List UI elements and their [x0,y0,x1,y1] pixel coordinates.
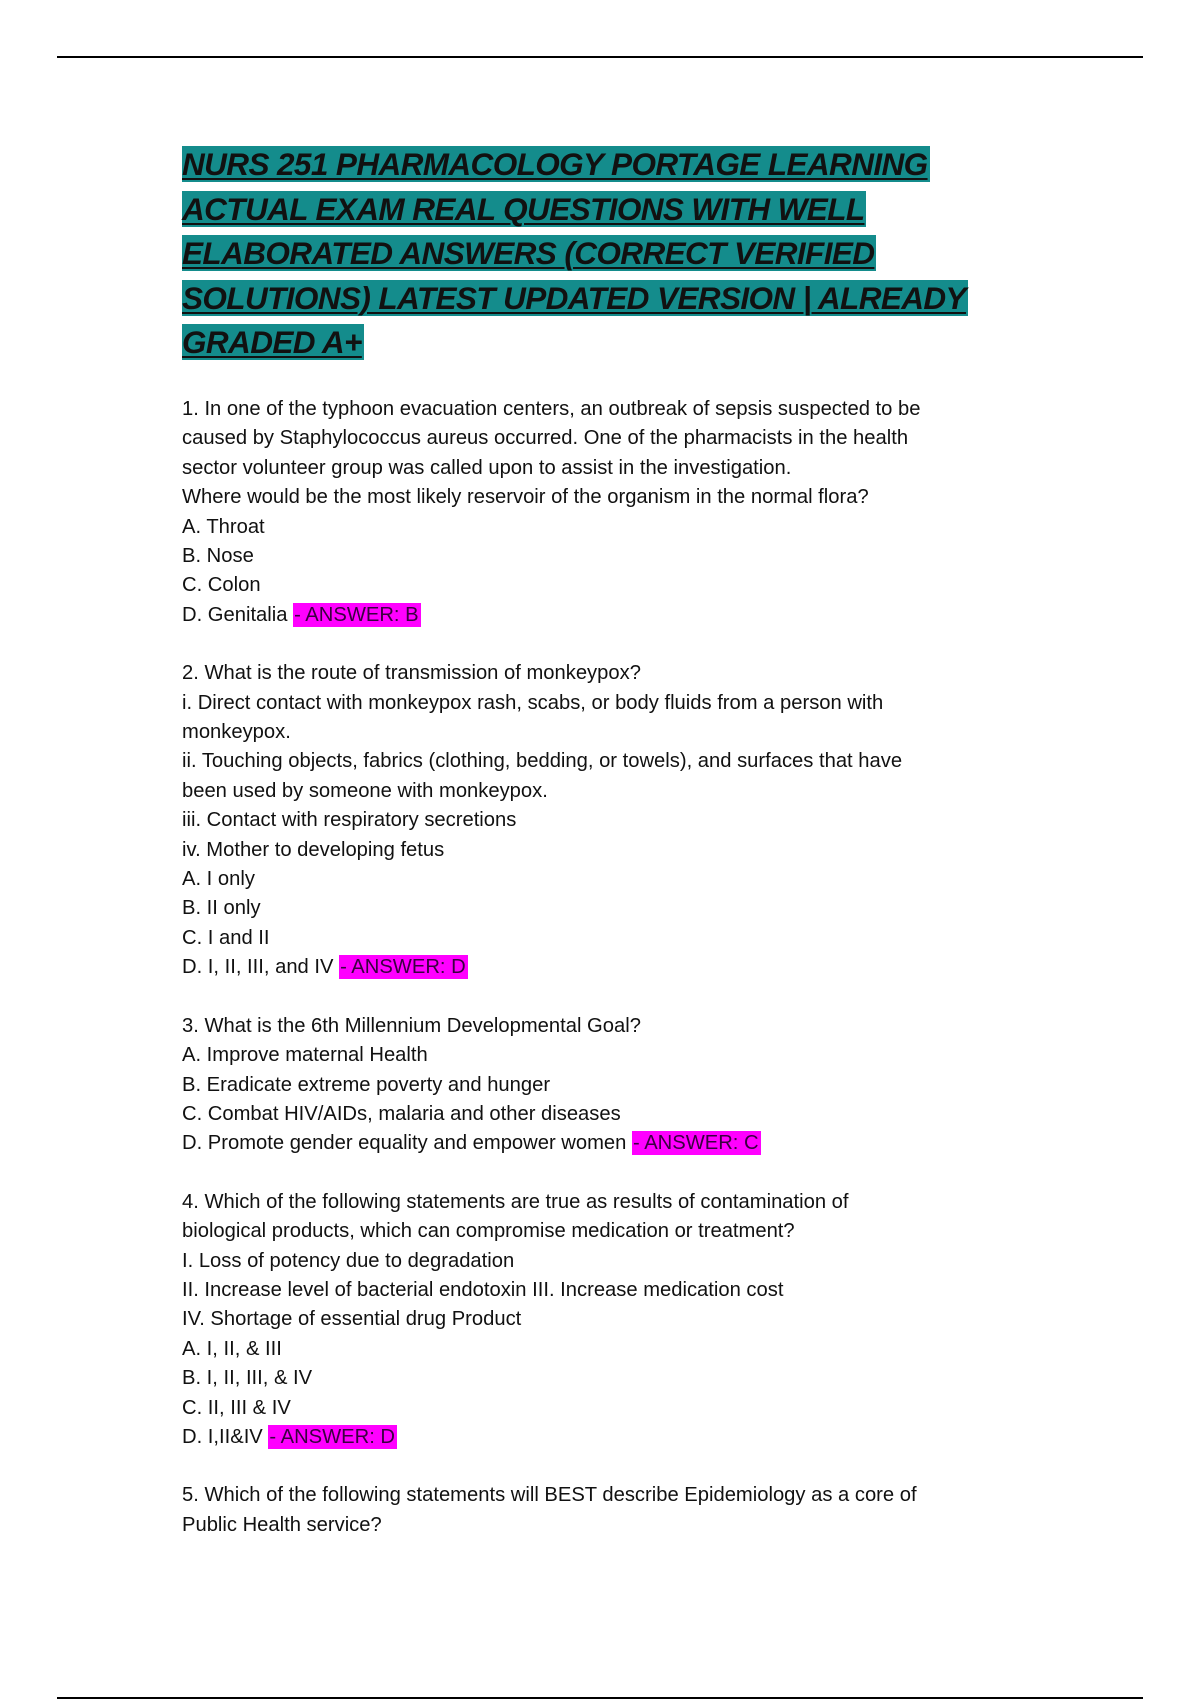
title-line [182,142,1012,187]
option-line: A. I only [182,868,255,891]
option-line-last [182,1423,1012,1452]
option-line: A. I, II, & III [182,1337,282,1360]
question-line: Public Health service? [182,1513,382,1536]
title-line [182,231,1012,276]
answer-highlight: - ANSWER: D [340,956,466,979]
question-line: been used by someone with monkeypox. [182,779,548,802]
option-text: D. I, II, III, and IV [182,956,340,979]
option-line: C. I and II [182,926,270,949]
document-body [182,142,1012,1569]
option-text: D. Genitalia [182,603,294,626]
question-4 [182,1188,1012,1453]
title-line-text: NURS 251 PHARMACOLOGY PORTAGE LEARNING [182,146,928,182]
question-line: caused by Staphylococcus aureus occurred. One of the pharmacists in the health [182,427,909,450]
title-line-text: ELABORATED ANSWERS (CORRECT VERIFIED [182,235,875,272]
answer-highlight: - ANSWER: D [269,1425,396,1448]
question-line: i. Direct contact with monkeypox rash, scabs, or body fluids from a person with [182,691,884,714]
title-line [182,320,1012,365]
answer-highlight: - ANSWER: B [294,603,419,626]
question-3 [182,1012,1012,1159]
question-2 [182,659,1012,982]
title-line-text: ACTUAL EXAM REAL QUESTIONS WITH WELL [182,190,865,227]
option-text: D. Promote gender equality and empower women [182,1132,632,1155]
option-line: B. Nose [182,545,254,567]
title-line [182,276,1012,321]
question-line: ii. Touching objects, fabrics (clothing, bedding, or towels), and surfaces that have [182,750,903,773]
option-line: A. Improve maternal Health [182,1044,428,1067]
question-line: sector volunteer group was called upon to assist in the investigation. [182,456,792,479]
title-line [182,187,1012,232]
option-line: B. I, II, III, & IV [182,1367,313,1390]
question-line: monkeypox. [182,721,291,744]
question-5 [182,1481,1012,1540]
question-line: II. Increase level of bacterial endotoxin III. Increase medication cost [182,1278,784,1301]
question-line: iii. Contact with respiratory secretions [182,809,517,832]
option-line-last [182,953,1012,982]
option-line: C. II, III & IV [182,1396,291,1419]
question-line: 1. In one of the typhoon evacuation centers, an outbreak of sepsis suspected to be [182,397,921,420]
title-line-text: GRADED A+ [182,324,362,361]
option-line: C. Colon [182,574,261,597]
option-line: A. Throat [182,515,265,538]
option-line: B. II only [182,897,261,920]
answer-highlight: - ANSWER: C [632,1132,759,1155]
question-line: 5. Which of the following statements will BEST describe Epidemiology as a core of [182,1484,917,1507]
option-line: C. Combat HIV/AIDs, malaria and other diseases [182,1102,621,1125]
question-line: Where would be the most likely reservoir of the organism in the normal flora? [182,486,869,509]
question-line: I. Loss of potency due to degradation [182,1249,515,1272]
option-line-last [182,1129,1012,1158]
question-line: 3. What is the 6th Millennium Developmental Goal? [182,1014,641,1037]
question-line: 2. What is the route of transmission of monkeypox? [182,662,641,685]
question-line: iv. Mother to developing fetus [182,838,445,861]
option-line-last [182,601,1012,630]
document-title [182,142,1012,365]
question-line: IV. Shortage of essential drug Product [182,1308,522,1331]
option-text: D. I,II&IV [182,1425,269,1448]
question-1 [182,395,1012,630]
question-line: 4. Which of the following statements are true as results of contamination of [182,1190,849,1213]
option-line: B. Eradicate extreme poverty and hunger [182,1073,551,1096]
title-line-text: SOLUTIONS) LATEST UPDATED VERSION | ALREADY [182,279,966,316]
header-rule [57,56,1143,58]
question-line: biological products, which can compromise medication or treatment? [182,1220,795,1243]
footer-rule [57,1697,1143,1699]
